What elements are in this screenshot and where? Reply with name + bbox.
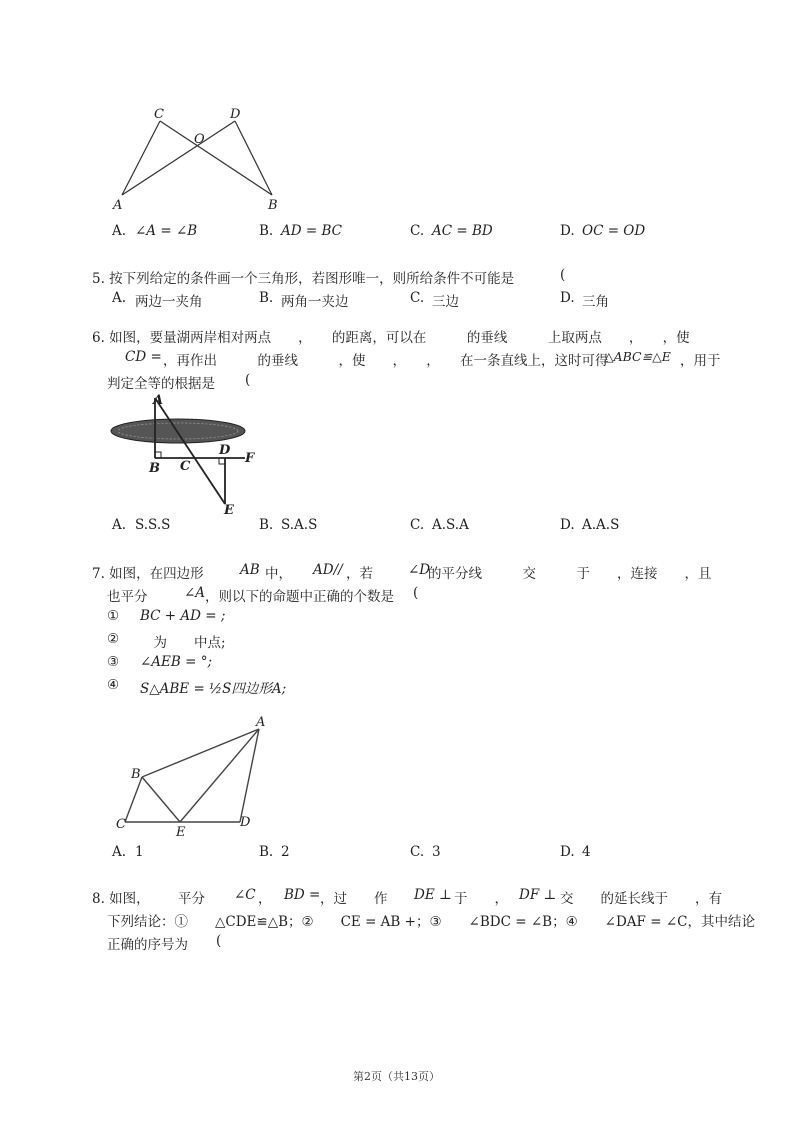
q5-option-d-key: D. xyxy=(560,290,575,306)
q7-label-a: A xyxy=(256,715,266,730)
q4-option-d: OC = OD xyxy=(582,223,646,239)
q8-line-3: 正确的序号为 xyxy=(107,937,188,953)
q6-line-2-c: △ABC≌△E xyxy=(604,349,671,364)
q7-option-a-key: A. xyxy=(112,844,127,860)
q8-line-1-c: ∠C xyxy=(234,887,256,903)
q7-statement-3: ∠AEB = °; xyxy=(140,654,213,670)
q4-option-b: AD = BC xyxy=(281,223,342,239)
q7-option-b-key: B. xyxy=(259,844,274,860)
q4-label-b: B xyxy=(268,198,278,213)
q5-option-c: 三边 xyxy=(432,294,459,310)
q5-option-d: 三角 xyxy=(582,294,609,310)
q8-line-1-g: DE ⊥ xyxy=(414,887,452,903)
q6-line-1: 6. 如图，要量湖两岸相对两点 ， 的距离，可以在 的垂线 上取两点 ， ，使 xyxy=(92,330,690,346)
q7-line-2-c: ，则以下的命题中正确的个数是 xyxy=(205,589,394,605)
q5-paren: ( xyxy=(560,267,566,283)
q6-option-b-key: B. xyxy=(259,517,274,533)
q6-option-c-key: C. xyxy=(410,517,425,533)
q6-option-c: A.S.A xyxy=(432,517,469,533)
q4-option-c-key: C. xyxy=(410,223,425,239)
q4-label-a: A xyxy=(113,198,123,213)
q6-option-d: A.A.S xyxy=(582,517,620,533)
q4-option-d-key: D. xyxy=(560,223,575,239)
q5-option-b: 两角一夹边 xyxy=(281,294,349,310)
q8-line-1-e: BD = xyxy=(284,887,321,903)
q6-line-2-b: ，再作出 的垂线 ，使 ， ， 在一条直线上，这时可得 xyxy=(163,353,609,369)
q7-statement-4: S△ABE = ½S四边形A; xyxy=(140,681,287,697)
q6-label-f: F xyxy=(245,451,255,466)
q8-line-1-f: ，过 作 xyxy=(320,891,388,907)
q6-label-c: C xyxy=(180,459,191,474)
q4-label-o: O xyxy=(194,132,205,147)
q8-line-1-i: DF ⊥ xyxy=(519,887,557,903)
q7-line-2-a: 也平分 xyxy=(107,589,148,605)
q4-option-a: ∠A = ∠B xyxy=(135,223,198,239)
q7-statement-4-num: ④ xyxy=(107,677,120,693)
q6-label-d: D xyxy=(219,443,231,458)
q7-statement-2-num: ② xyxy=(107,631,120,647)
q8-line-2: 下列结论：① △CDE≌△B；② CE = AB +；③ ∠BDC = ∠B；④ ∠DAF = ∠C，其中结论 xyxy=(107,914,755,930)
q4-option-b-key: B. xyxy=(259,223,274,239)
q6-line-2-a: CD = xyxy=(125,349,162,365)
q7-option-b: 2 xyxy=(281,844,290,860)
q6-option-b: S.A.S xyxy=(281,517,318,533)
q7-option-d: 4 xyxy=(582,844,591,860)
q7-line-1-b: AB xyxy=(240,562,260,578)
q7-option-d-key: D. xyxy=(560,844,575,860)
q7-option-a: 1 xyxy=(135,844,144,860)
page-footer: 第2页（共13页） xyxy=(353,1070,440,1083)
q7-label-b: B xyxy=(131,767,141,782)
q7-statement-1: BC + AD = ; xyxy=(140,608,226,624)
q7-line-1-g: 的平分线 交 于 ，连接 ，且 xyxy=(428,566,712,582)
q7-line-1-e: ，若 xyxy=(346,566,373,582)
q7-statement-2: 为 中点; xyxy=(140,635,226,651)
q5-option-b-key: B. xyxy=(259,290,274,306)
q4-option-c: AC = BD xyxy=(432,223,493,239)
q6-label-a: A xyxy=(153,393,164,408)
q5-option-c-key: C. xyxy=(410,290,425,306)
q8-paren: ( xyxy=(216,933,222,949)
q7-line-1-d: AD// xyxy=(313,562,343,578)
q7-option-c-key: C. xyxy=(410,844,425,860)
q7-statement-1-num: ① xyxy=(107,608,120,624)
q4-figure xyxy=(110,105,290,215)
q4-option-a-key: A. xyxy=(112,223,127,239)
q6-option-a: S.S.S xyxy=(135,517,171,533)
q6-label-b: B xyxy=(149,461,160,476)
q7-line-1-f: ∠D xyxy=(408,562,431,578)
q7-line-2-b: ∠A xyxy=(184,585,206,601)
q7-statement-3-num: ③ xyxy=(107,654,120,670)
q8-line-1-h: 于 ， xyxy=(454,891,508,907)
q6-option-d-key: D. xyxy=(560,517,575,533)
q7-label-e: E xyxy=(176,825,186,840)
q4-label-d: D xyxy=(230,107,241,122)
q7-paren: ( xyxy=(413,585,419,601)
q8-line-1-b: 平分 xyxy=(178,891,205,907)
q7-line-1-c: 中， xyxy=(265,566,292,582)
q8-line-1-j: 交 的延长线于 ，有 xyxy=(560,891,722,907)
q7-option-c: 3 xyxy=(432,844,441,860)
q8-line-1-a: 8. 如图， xyxy=(92,891,150,907)
q5-option-a: 两边一夹角 xyxy=(135,294,203,310)
q5-stem: 5. 按下列给定的条件画一个三角形，若图形唯一，则所给条件不可能是 xyxy=(92,271,515,287)
q4-label-c: C xyxy=(154,107,164,122)
q6-line-3: 判定全等的根据是 xyxy=(107,376,215,392)
q5-option-a-key: A. xyxy=(112,290,127,306)
q7-label-c: C xyxy=(116,817,126,832)
q7-label-d: D xyxy=(240,815,251,830)
q7-figure xyxy=(112,712,272,842)
q6-paren: ( xyxy=(245,372,251,388)
q6-line-2-d: ，用于 xyxy=(680,353,721,369)
q6-figure xyxy=(105,392,270,517)
q6-option-a-key: A. xyxy=(112,517,127,533)
q6-label-e: E xyxy=(224,503,234,517)
q7-line-1-a: 7. 如图，在四边形 xyxy=(92,566,204,582)
q8-line-1-d: ， xyxy=(258,891,272,907)
